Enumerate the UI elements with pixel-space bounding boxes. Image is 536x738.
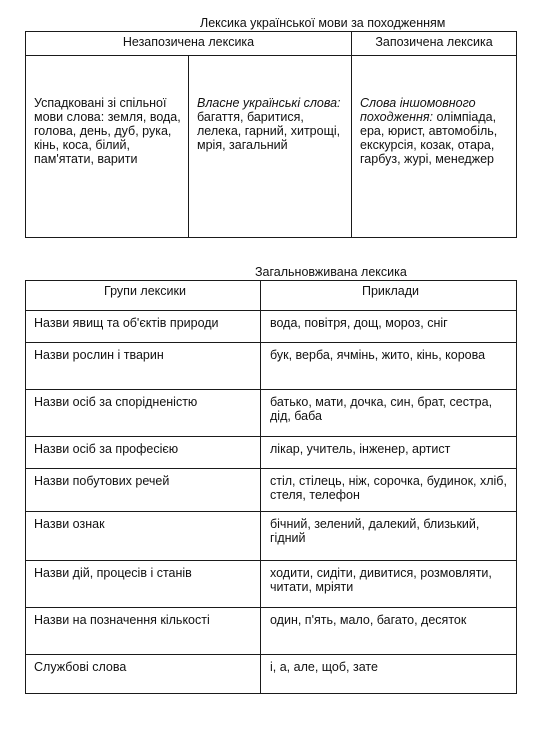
- table-row: [26, 608, 517, 655]
- origin-table: [25, 31, 517, 238]
- foreign-words-lead: Слова іншомовного походження:: [360, 96, 476, 124]
- group-cell: Назви дій, процесів і станів: [26, 561, 261, 608]
- group-cell: Назви ознак: [26, 512, 261, 561]
- group-cell: Назви осіб за спорідненістю: [26, 390, 261, 437]
- common-vocabulary-table: [25, 280, 517, 694]
- table-row: [26, 311, 517, 343]
- native-words-text: багаття, баритися, лелека, гарний, хитрощі, мрія, загальний: [197, 110, 341, 152]
- group-cell: Службові слова: [26, 655, 261, 694]
- examples-cell: лікар, учитель, інженер, артист: [261, 437, 517, 469]
- examples-cell: бічний, зелений, далекий, близький, гідний: [261, 512, 517, 561]
- table1-title: Лексика української мови за походженням: [200, 16, 446, 30]
- examples-cell: вода, повітря, дощ, мороз, сніг: [261, 311, 517, 343]
- foreign-words-cell: [352, 56, 517, 238]
- header-borrowed-vocabulary: Запозичена лексика: [352, 32, 517, 56]
- group-cell: Назви на позначення кількості: [26, 608, 261, 655]
- examples-cell: бук, верба, ячмінь, жито, кінь, корова: [261, 343, 517, 390]
- foreign-words-text: олімпіада, ера, юрист, автомобіль, екскурсія, козак, отара, гарбуз, журі, менеджер: [360, 110, 498, 166]
- native-words-lead: Власне українські слова:: [197, 96, 341, 110]
- examples-cell: і, а, але, щоб, зате: [261, 655, 517, 694]
- examples-cell: стіл, стілець, ніж, сорочка, будинок, хліб, стеля, телефон: [261, 469, 517, 512]
- inherited-words-lead: Успадковані зі спільної мови слова:: [34, 96, 167, 124]
- table-row: [26, 437, 517, 469]
- table-row: [26, 343, 517, 390]
- examples-cell: батько, мати, дочка, син, брат, сестра, дід, баба: [261, 390, 517, 437]
- header-native-vocabulary: Незапозичена лексика: [26, 32, 352, 56]
- inherited-words-cell: [26, 56, 189, 238]
- group-cell: Назви рослин і тварин: [26, 343, 261, 390]
- group-cell: Назви явищ та об'єктів природи: [26, 311, 261, 343]
- table-row: [26, 512, 517, 561]
- table-row: [26, 561, 517, 608]
- origin-table-header-row: [26, 32, 517, 56]
- origin-table-body-row: [26, 56, 517, 238]
- native-words-cell: [189, 56, 352, 238]
- table-row: [26, 469, 517, 512]
- table-row: [26, 390, 517, 437]
- common-table-header-row: [26, 281, 517, 311]
- group-cell: Назви осіб за професією: [26, 437, 261, 469]
- inherited-words-text: земля, вода, голова, день, дуб, рука, кінь, коса, білий, пам'ятати, варити: [34, 110, 181, 166]
- examples-cell: ходити, сидіти, дивитися, розмовляти, читати, мріяти: [261, 561, 517, 608]
- examples-cell: один, п'ять, мало, багато, десяток: [261, 608, 517, 655]
- table2-title: Загальновживана лексика: [255, 265, 407, 279]
- group-cell: Назви побутових речей: [26, 469, 261, 512]
- header-groups: Групи лексики: [26, 281, 261, 311]
- header-examples: Приклади: [261, 281, 517, 311]
- table-row: [26, 655, 517, 694]
